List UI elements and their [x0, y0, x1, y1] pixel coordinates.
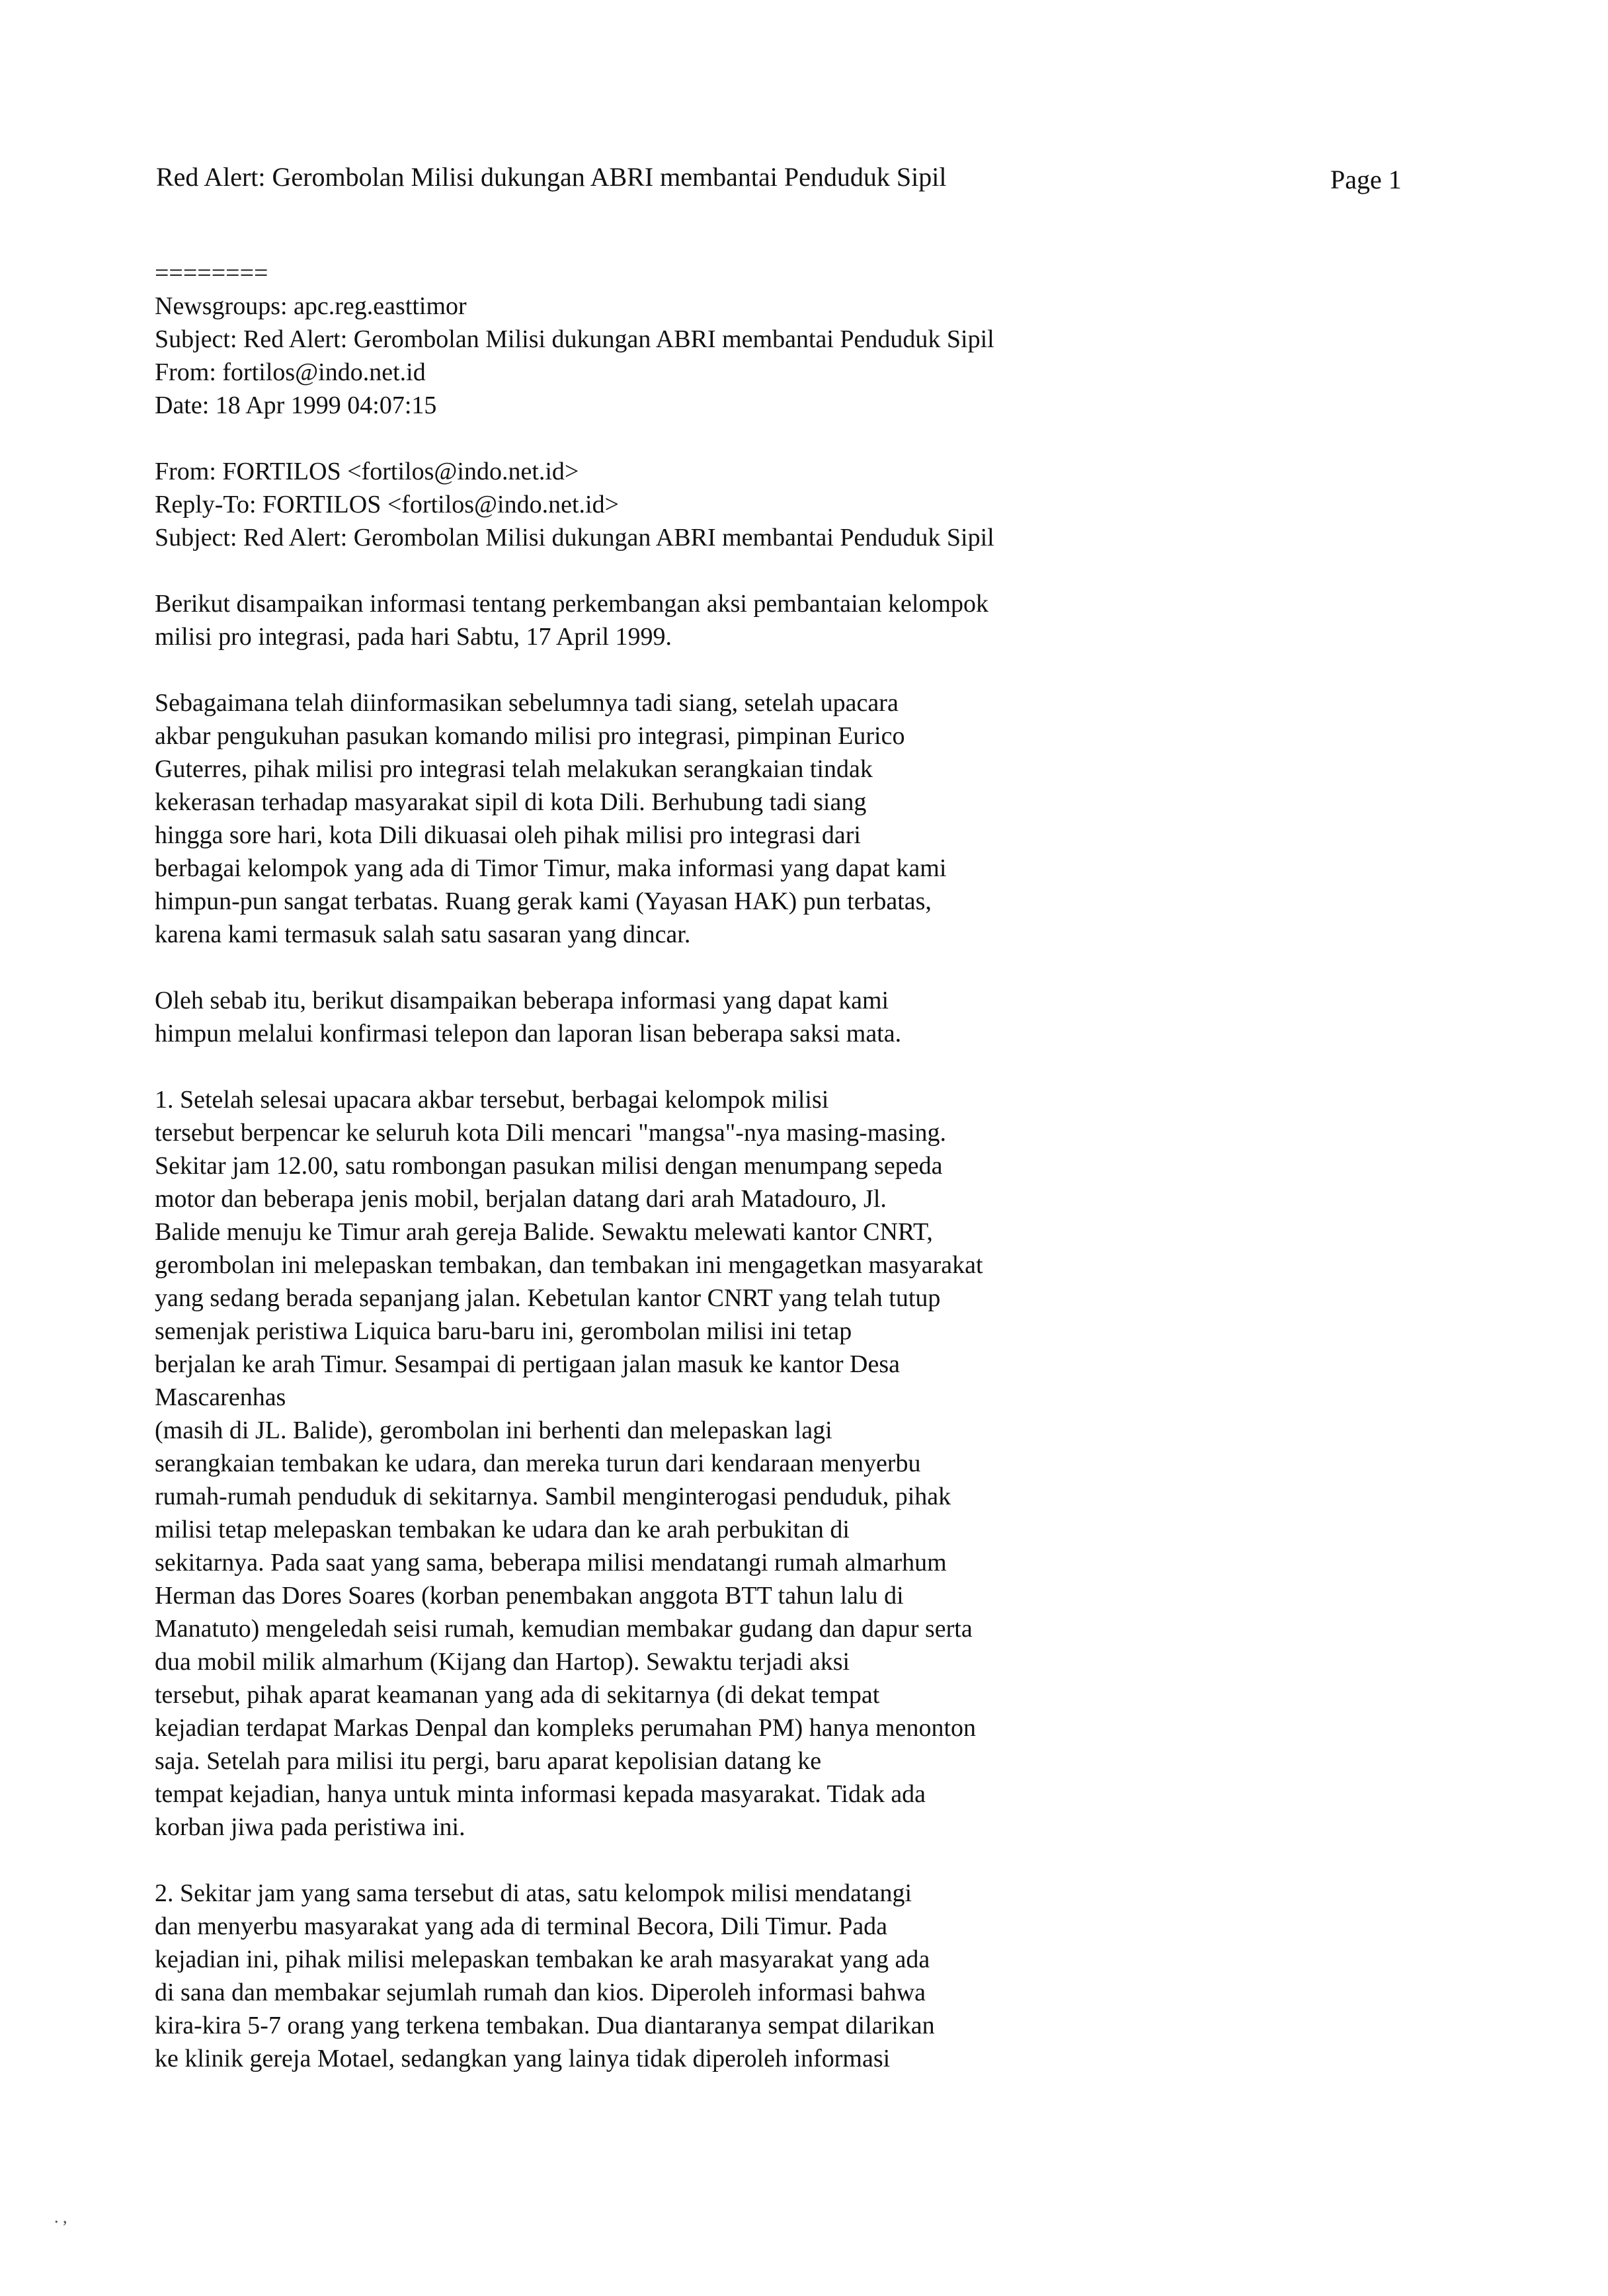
paragraph-gap [155, 422, 1451, 455]
text-line: kira-kira 5-7 orang yang terkena tembakan. Dua diantaranya sempat dilarikan [155, 2012, 935, 2039]
text-line: kejadian ini, pihak milisi melepaskan tembakan ke arah masyarakat yang ada [155, 1946, 930, 1973]
text-line: From: fortilos@indo.net.id [155, 358, 426, 386]
text-line: Sebagaimana telah diinformasikan sebelumnya tadi siang, setelah upacara [155, 689, 899, 717]
text-line: tersebut berpencar ke seluruh kota Dili mencari "mangsa"-nya masing-masing. [155, 1119, 947, 1147]
text-line: 1. Setelah selesai upacara akbar tersebut, berbagai kelompok milisi [155, 1086, 829, 1114]
text-line: milisi tetap melepaskan tembakan ke udara dan ke arah perbukitan di [155, 1516, 850, 1543]
paragraph [155, 257, 1451, 422]
text-line: Sekitar jam 12.00, satu rombongan pasukan milisi dengan menumpang sepeda [155, 1152, 943, 1180]
text-line: himpun-pun sangat terbatas. Ruang gerak kami (Yayasan HAK) pun terbatas, [155, 887, 932, 915]
text-line: Mascarenhas [155, 1383, 286, 1411]
text-line: Manatuto) mengeledah seisi rumah, kemudian membakar gudang dan dapur serta [155, 1615, 973, 1643]
scan-artifact-mark: . , [54, 2207, 67, 2227]
text-line: kejadian terdapat Markas Denpal dan kompleks perumahan PM) hanya menonton [155, 1714, 977, 1742]
text-line: Balide menuju ke Timur arah gereja Balide. Sewaktu melewati kantor CNRT, [155, 1218, 933, 1246]
text-line: semenjak peristiwa Liquica baru-baru ini, gerombolan milisi ini tetap [155, 1317, 852, 1345]
paragraph [155, 587, 1451, 653]
text-line: dan menyerbu masyarakat yang ada di terminal Becora, Dili Timur. Pada [155, 1912, 888, 1940]
text-line: tersebut, pihak aparat keamanan yang ada di sekitarnya (di dekat tempat [155, 1681, 880, 1709]
text-line: Subject: Red Alert: Gerombolan Milisi dukungan ABRI membantai Penduduk Sipil [155, 325, 994, 353]
text-line: gerombolan ini melepaskan tembakan, dan tembakan ini mengagetkan masyarakat [155, 1251, 983, 1279]
text-line: ======== [155, 259, 268, 287]
text-line: Oleh sebab itu, berikut disampaikan beberapa informasi yang dapat kami [155, 987, 889, 1014]
text-line: serangkaian tembakan ke udara, dan mereka turun dari kendaraan menyerbu [155, 1450, 921, 1477]
text-line: 2. Sekitar jam yang sama tersebut di atas, satu kelompok milisi mendatangi [155, 1879, 912, 1907]
text-line: sekitarnya. Pada saat yang sama, beberapa milisi mendatangi rumah almarhum [155, 1549, 947, 1577]
paragraph-gap [155, 1050, 1451, 1083]
page-header-title: Red Alert: Gerombolan Milisi dukungan ABRI membantai Penduduk Sipil [156, 162, 947, 192]
text-line: yang sedang berada sepanjang jalan. Kebetulan kantor CNRT yang telah tutup [155, 1284, 941, 1312]
text-line: karena kami termasuk salah satu sasaran yang dincar. [155, 921, 691, 948]
text-line: Reply-To: FORTILOS <fortilos@indo.net.id> [155, 491, 619, 518]
text-line: saja. Setelah para milisi itu pergi, baru aparat kepolisian datang ke [155, 1747, 822, 1775]
text-line: akbar pengukuhan pasukan komando milisi pro integrasi, pimpinan Eurico [155, 722, 905, 750]
paragraph [155, 984, 1451, 1050]
text-line: Date: 18 Apr 1999 04:07:15 [155, 391, 437, 419]
paragraph-gap [155, 951, 1451, 984]
document-body [155, 257, 1451, 2075]
text-line: berjalan ke arah Timur. Sesampai di pertigaan jalan masuk ke kantor Desa [155, 1350, 901, 1378]
paragraph [155, 455, 1451, 554]
page-number: Page 1 [1330, 165, 1402, 194]
text-line: motor dan beberapa jenis mobil, berjalan datang dari arah Matadouro, Jl. [155, 1185, 887, 1213]
text-line: (masih di JL. Balide), gerombolan ini berhenti dan melepaskan lagi [155, 1416, 832, 1444]
paragraph-gap [155, 554, 1451, 587]
text-line: rumah-rumah penduduk di sekitarnya. Sambil menginterogasi penduduk, pihak [155, 1483, 951, 1510]
text-line: korban jiwa pada peristiwa ini. [155, 1813, 465, 1841]
text-line: tempat kejadian, hanya untuk minta informasi kepada masyarakat. Tidak ada [155, 1780, 926, 1808]
text-line: dua mobil milik almarhum (Kijang dan Hartop). Sewaktu terjadi aksi [155, 1648, 850, 1676]
paragraph [155, 1877, 1451, 2075]
text-line: himpun melalui konfirmasi telepon dan laporan lisan beberapa saksi mata. [155, 1020, 902, 1047]
paragraph-gap [155, 653, 1451, 686]
paragraph [155, 1083, 1451, 1844]
text-line: milisi pro integrasi, pada hari Sabtu, 17 April 1999. [155, 623, 672, 651]
text-line: hingga sore hari, kota Dili dikuasai oleh pihak milisi pro integrasi dari [155, 821, 861, 849]
text-line: Berikut disampaikan informasi tentang perkembangan aksi pembantaian kelompok [155, 590, 989, 618]
paragraph [155, 686, 1451, 951]
text-line: Subject: Red Alert: Gerombolan Milisi dukungan ABRI membantai Penduduk Sipil [155, 524, 994, 552]
text-line: Herman das Dores Soares (korban penembakan anggota BTT tahun lalu di [155, 1582, 904, 1610]
text-line: Guterres, pihak milisi pro integrasi telah melakukan serangkaian tindak [155, 755, 873, 783]
text-line: ke klinik gereja Motael, sedangkan yang lainya tidak diperoleh informasi [155, 2045, 891, 2072]
text-line: From: FORTILOS <fortilos@indo.net.id> [155, 458, 579, 485]
text-line: Newsgroups: apc.reg.easttimor [155, 292, 467, 320]
text-line: berbagai kelompok yang ada di Timor Timur, maka informasi yang dapat kami [155, 854, 947, 882]
text-line: di sana dan membakar sejumlah rumah dan kios. Diperoleh informasi bahwa [155, 1979, 926, 2006]
paragraph-gap [155, 1844, 1451, 1877]
text-line: kekerasan terhadap masyarakat sipil di kota Dili. Berhubung tadi siang [155, 788, 867, 816]
